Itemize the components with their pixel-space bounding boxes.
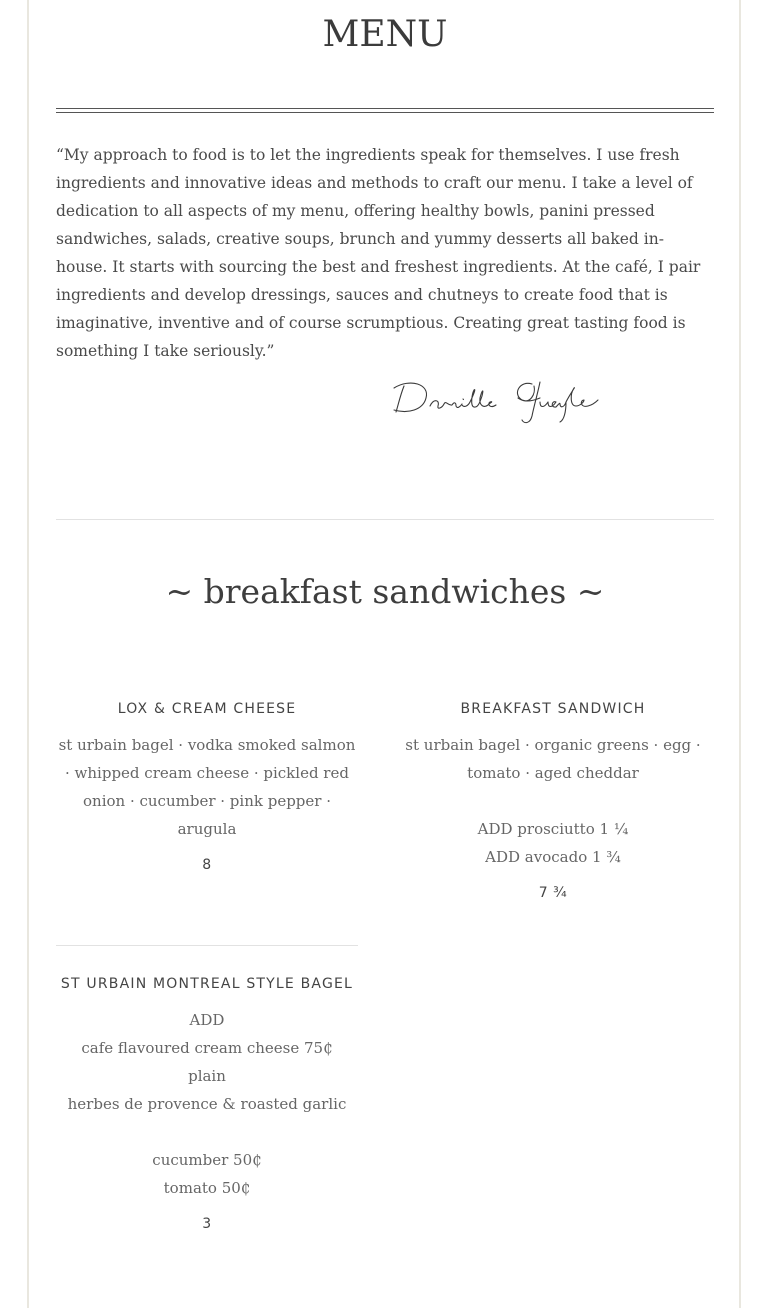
description-line: st urbain bagel · organic greens · egg · [405,736,701,754]
description-line [56,1118,358,1146]
menu-item-price: 8 [202,857,212,873]
menu-item-description [402,731,704,871]
description-line: herbes de provence & roasted garlic [67,1095,347,1113]
quote-divider [56,519,714,520]
item-divider [56,945,358,946]
description-line: onion · cucumber · pink pepper · [83,792,331,810]
menu-item-description [56,1006,358,1202]
description-line: ADD prosciutto 1 ¼ [477,820,629,838]
description-line: arugula [177,820,237,838]
menu-item-name: BREAKFAST SANDWICH [460,701,646,717]
description-line: tomato · aged cheddar [467,764,639,782]
description-line [402,787,704,815]
menu-item [56,701,358,873]
page-title: MENU [322,14,448,55]
chef-quote: “My approach to food is to let the ingredients speak for themselves. I use fresh ingredients and innovative ideas and methods to craft our menu. I take a level of dedication to all aspects of my menu, offering healthy bowls, panini pressed sandwiches, salads, creative soups, brunch and yummy desserts all baked in-house. It starts with sourcing the best and freshest ingredients. At the café, I pair ingredients and develop dressings, sauces and chutneys to create food that is imaginative, inventive and of course scrumptious. Creating great tasting food is something I take seriously.” [56,146,701,360]
menu-item-price: 7 ¾ [538,885,568,901]
description-line: tomato 50₵ [163,1179,251,1197]
menu-item-name: ST URBAIN MONTREAL STYLE BAGEL [60,976,354,992]
description-line: · whipped cream cheese · pickled red [65,764,349,782]
menu-item [402,701,704,901]
description-line: ADD [189,1011,225,1029]
description-line: cucumber 50₵ [152,1151,262,1169]
menu-item-price: 3 [202,1216,212,1232]
description-line: cafe flavoured cream cheese 75₵ [81,1039,333,1057]
section-title: ~ breakfast sandwiches ~ [165,572,605,611]
signature-image [390,372,610,428]
menu-item-name: LOX & CREAM CHEESE [117,701,297,717]
menu-item-description [56,731,358,843]
description-line: ADD avocado 1 ¾ [485,848,621,866]
menu-item [56,976,358,1232]
title-divider [56,108,714,113]
description-line: plain [188,1067,226,1085]
description-line: st urbain bagel · vodka smoked salmon [58,736,356,754]
